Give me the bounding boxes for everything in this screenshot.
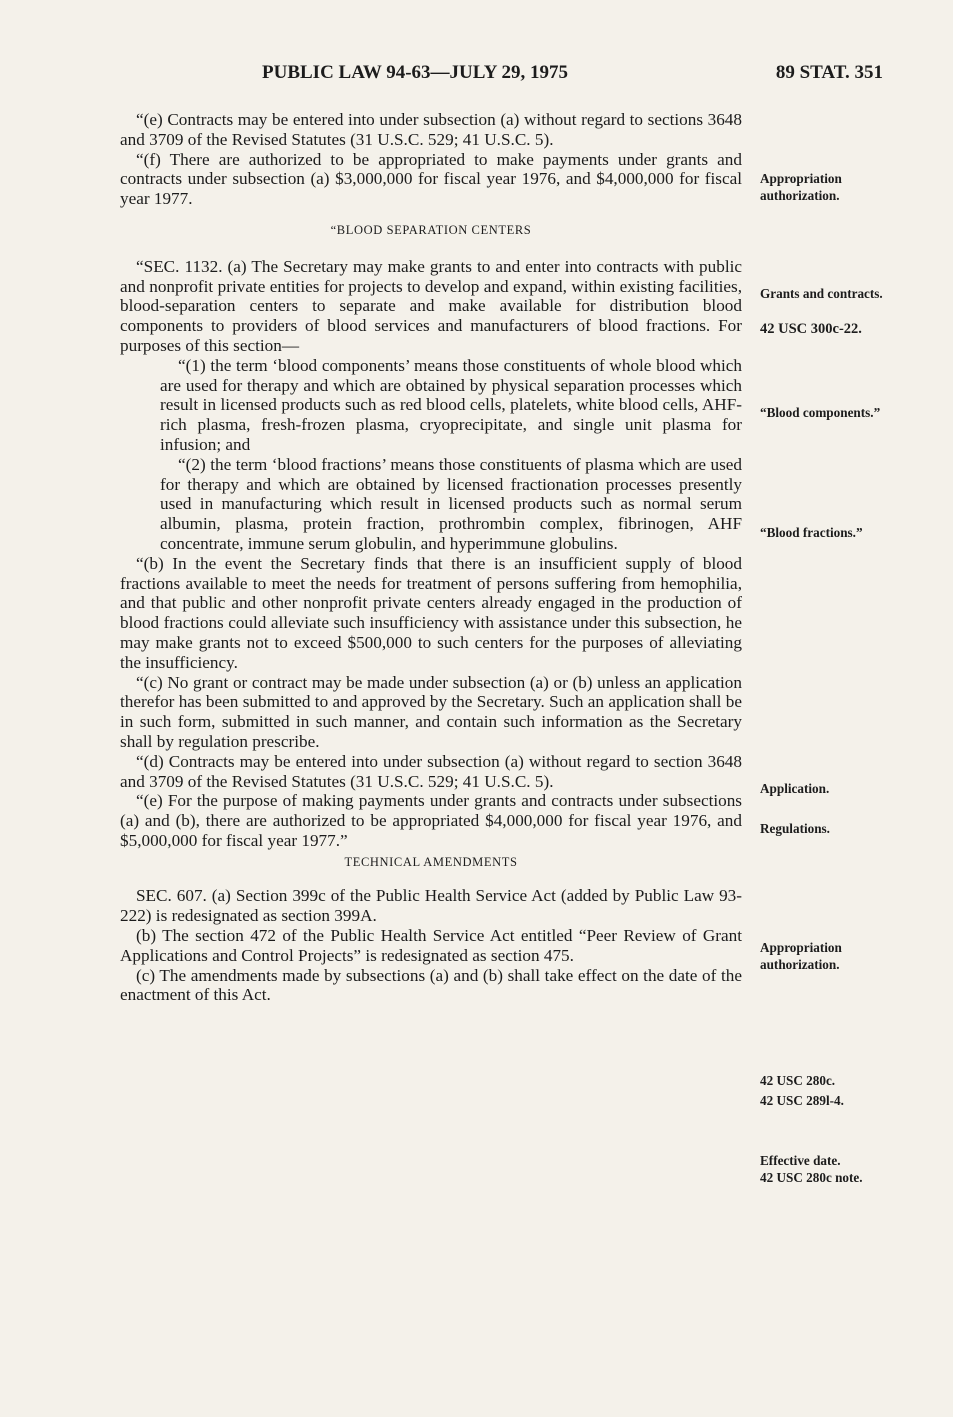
paragraph-c-application: “(c) No grant or contract may be made under subsection (a) or (b) unless an application therefor has been submitted to and approved by the Secretary. Such an application shall be in such form, submitted in such manner, and contain such information as the Secretary shall by regulation prescribe.: [120, 672, 742, 751]
margin-note-application: Application.: [760, 781, 830, 796]
paragraph-b-hemophilia: “(b) In the event the Secretary finds that there is an insufficient supply of blood fractions available to meet the needs for treatment of persons suffering from hemophilia, and that public and other nonprofit private centers already engaged in the production of blood fractions could alleviate such insufficiency with assistance under this subsection, he may make grants not to exceed $500,000 to such centers for the purposes of alleviating the insufficiency.: [120, 553, 742, 672]
margin-note-usc-280c-note: 42 USC 280c note.: [760, 1170, 863, 1185]
main-text-column: [120, 110, 742, 1005]
margin-note-blood-components: “Blood components.”: [760, 405, 881, 420]
paragraph-sec-607-b: (b) The section 472 of the Public Health Service Act entitled “Peer Review of Grant Applications and Control Projects” is redesignated as section 475.: [120, 926, 742, 965]
running-header-title: PUBLIC LAW 94-63—JULY 29, 1975: [262, 62, 568, 83]
margin-note-usc-300c-22: 42 USC 300c-22.: [760, 321, 862, 337]
margin-note-usc-289l-4: 42 USC 289l-4.: [760, 1093, 844, 1108]
margin-note-effective-date: Effective date.: [760, 1153, 841, 1168]
paragraph-e-appropriations: “(e) For the purpose of making payments under grants and contracts under subsections (a) and (b), there are authorized to be appropriated $4,000,000 for fiscal year 1976, and $5,000,000 for fiscal year 1977.”: [120, 791, 742, 850]
paragraph-sec-607-c: (c) The amendments made by subsections (a) and (b) shall take effect on the date of the enactment of this Act.: [120, 965, 742, 1005]
margin-note-appropriation-2: Appropriation authorization.: [760, 940, 842, 972]
paragraph-sec-1132-a: “SEC. 1132. (a) The Secretary may make grants to and enter into contracts with public and nonprofit private entities for projects to develop and expand, within existing facilities, blood-separation centers to separate and make available for distribution blood components to providers of blood services and manufacturers of blood fractions. For purposes of this section—: [120, 256, 742, 355]
section-heading-blood-separation: “BLOOD SEPARATION CENTERS: [330, 222, 532, 237]
paragraph-e-contracts: “(e) Contracts may be entered into under subsection (a) without regard to sections 3648 and 3709 of the Revised Statutes (31 U.S.C. 529; 41 U.S.C. 5).: [120, 110, 742, 149]
margin-note-regulations: Regulations.: [760, 821, 830, 836]
definition-blood-fractions: “(2) the term ‘blood fractions’ means those constituents of plasma which are used for therapy and which are obtained by licensed fractionation processes presently used in manufacturing which result in licensed products such as normal serum albumin, plasma, protein fraction, prothrombin complex, fibrinogen, AHF concentrate, immune serum globulin, and hyperimmune globulins.: [160, 454, 742, 553]
paragraph-d-contracts: “(d) Contracts may be entered into under subsection (a) without regard to section 3648 and 3709 of the Revised Statutes (31 U.S.C. 529; 41 U.S.C. 5).: [120, 751, 742, 791]
margin-note-grants-contracts: Grants and contracts.: [760, 286, 883, 301]
definition-blood-components: “(1) the term ‘blood components’ means those constituents of whole blood which are used for therapy and which are obtained by physical separation processes which result in licensed products such as red blood cells, platelets, white blood cells, AHF-rich plasma, fresh-frozen plasma, cryoprecipitate, and single unit plasma for infusion; and: [160, 355, 742, 454]
page-number: 89 STAT. 351: [775, 62, 883, 83]
margin-note-appropriation-1: Appropriation authorization.: [760, 171, 842, 203]
margin-note-blood-fractions: “Blood fractions.”: [760, 525, 863, 540]
paragraph-f-appropriations: “(f) There are authorized to be appropriated to make payments under grants and contracts under subsection (a) $3,000,000 for fiscal year 1976, and $4,000,000 for fiscal year 1977.: [120, 149, 742, 209]
paragraph-sec-607-a: SEC. 607. (a) Section 399c of the Public Health Service Act (added by Public Law 93-222) is redesignated as section 399A.: [120, 886, 742, 926]
section-heading-technical-amendments: TECHNICAL AMENDMENTS: [344, 854, 518, 869]
margin-note-usc-280c: 42 USC 280c.: [760, 1073, 836, 1088]
